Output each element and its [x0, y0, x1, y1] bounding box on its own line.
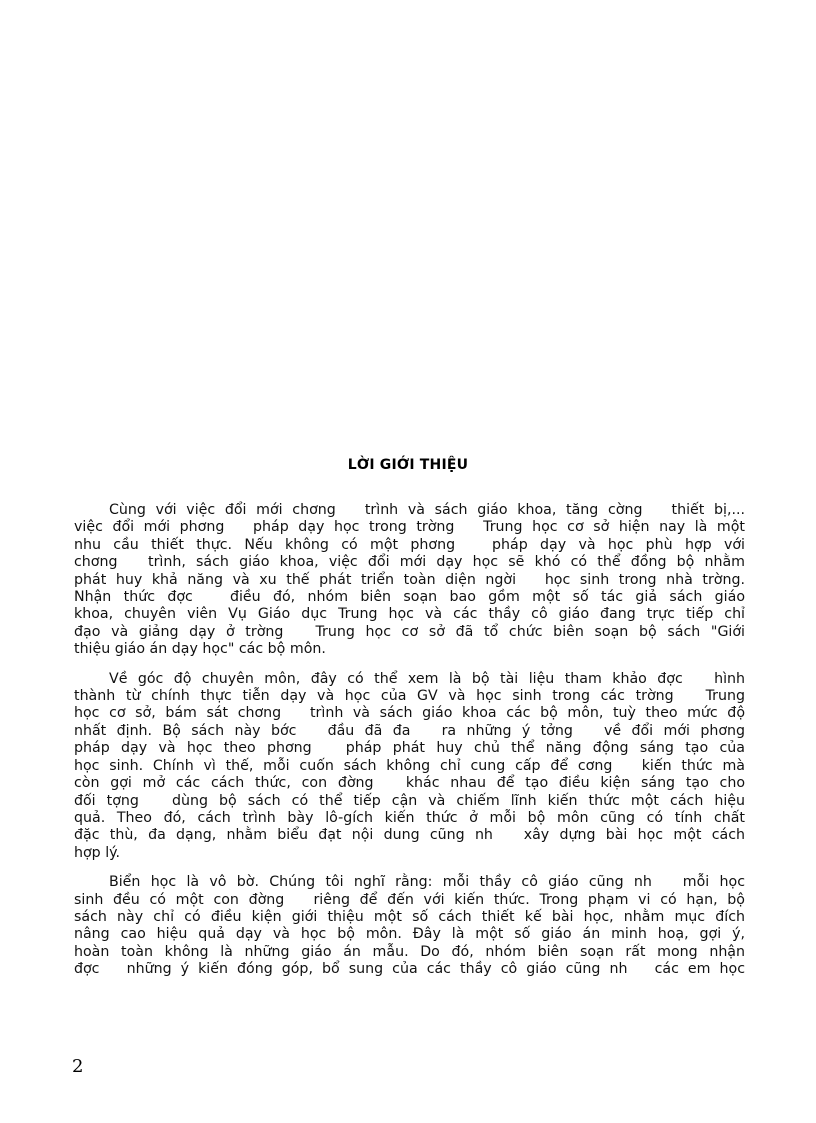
text-line: đợc những ý kiến đóng góp, bổ sung của các thầy cô giáo cũng nh các em học [74, 961, 745, 978]
text-line: Biển học là vô bờ. Chúng tôi nghĩ rằng: mỗi thầy cô giáo cũng nh mỗi học [109, 874, 745, 891]
text-line: học cơ sở, bám sát chơng trình và sách giáo khoa các bộ môn, tuỳ theo mức độ [74, 705, 745, 722]
page-title: LỜI GIỚI THIỆU [347, 457, 469, 473]
text-line: hoàn toàn không là những giáo án mẫu. Do đó, nhóm biên soạn rất mong nhận [74, 943, 745, 960]
text-line: đặc thù, đa dạng, nhằm biểu đạt nội dung cũng nh xây dựng bài học một cách [74, 827, 745, 844]
text-line: sách này chỉ có điều kiện giới thiệu một số cách thiết kế bài học, nhằm mục đích [74, 908, 745, 925]
text-line: thành từ chính thực tiễn dạy và học của GV và học sinh trong các trờng Trung [74, 688, 745, 705]
text-line: còn gợi mở các cách thức, con đờng khác nhau để tạo điều kiện sáng tạo cho [74, 775, 745, 792]
text-line: quả. Theo đó, cách trình bày lô-gích kiến thức ở mỗi bộ môn cũng có tính chất [74, 809, 745, 826]
text-line: chơng trình, sách giáo khoa, việc đổi mới dạy học sẽ khó có thể đồng bộ nhằm [74, 554, 745, 571]
body-text [74, 502, 745, 991]
text-line: Về góc độ chuyên môn, đây có thể xem là bộ tài liệu tham khảo đợc hình [109, 670, 745, 687]
text-line: sinh đều có một con đờng riêng để đến với kiến thức. Trong phạm vi có hạn, bộ [74, 891, 745, 908]
paragraph-2 [74, 671, 745, 862]
text-line: Cùng với việc đổi mới chơng trình và sách giáo khoa, tăng cờng thiết bị,... [109, 502, 745, 518]
text-line: việc đổi mới phơng pháp dạy học trong trờng Trung học cơ sở hiện nay là một [74, 519, 745, 536]
text-line: pháp dạy và học theo phơng pháp phát huy chủ thể năng động sáng tạo của [74, 740, 745, 757]
text-line: đạo và giảng dạy ở trờng Trung học cơ sở đã tổ chức biên soạn bộ sách "Giới [74, 623, 745, 640]
paragraph-3 [74, 874, 745, 978]
text-line: nhất định. Bộ sách này bớc đầu đã đa ra những ý tởng về đổi mới phơng [74, 722, 745, 739]
paragraph-1 [74, 502, 745, 659]
text-line: hợp lý. [74, 844, 121, 861]
text-line: nhu cầu thiết thực. Nếu không có một phơng pháp dạy và học phù hợp với [74, 536, 745, 553]
text-line: phát huy khả năng và xu thế phát triển toàn diện ngời học sinh trong nhà trờng. [74, 571, 745, 588]
text-line: khoa, chuyên viên Vụ Giáo dục Trung học và các thầy cô giáo đang trực tiếp chỉ [74, 606, 745, 623]
text-line: học sinh. Chính vì thế, mỗi cuốn sách không chỉ cung cấp để cơng kiến thức mà [74, 757, 745, 774]
text-line: Nhận thức đợc điều đó, nhóm biên soạn bao gồm một số tác giả sách giáo [74, 589, 745, 606]
page-number: 2 [72, 1056, 84, 1077]
text-line: nâng cao hiệu quả dạy và học bộ môn. Đây là một số giáo án minh hoạ, gợi ý, [74, 926, 745, 943]
text-line: thiệu giáo án dạy học" các bộ môn. [74, 641, 326, 658]
text-line: đối tợng dùng bộ sách có thể tiếp cận và chiếm lĩnh kiến thức một cách hiệu [74, 792, 745, 809]
